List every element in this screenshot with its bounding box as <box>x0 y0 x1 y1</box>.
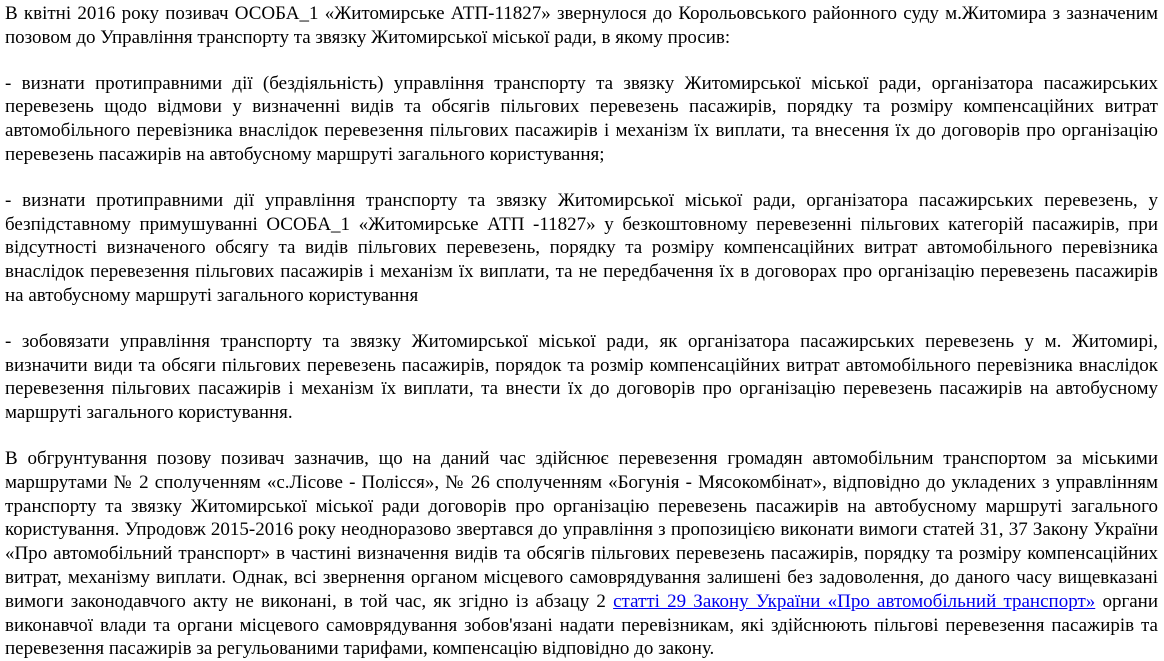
paragraph-grounds <box>5 447 1158 661</box>
grounds-text-after-link: органи виконавчої влади та органи місцевого самоврядування зобов'язані надати перевізникам, які здійснюють пільгові перевезення пасажирів та перевезення пасажирів за регульованими тарифами, компенсацію відповідно до закону. <box>5 590 1158 660</box>
paragraph-intro: В квітні 2016 року позивач ОСОБА_1 «Житомирське АТП-11827» звернулося до Корольовського районного суду м.Житомира з зазначеним позовом до Управління транспорту та звязку Житомирської міської ради, в якому просив: <box>5 3 1158 48</box>
document-body <box>5 2 1158 661</box>
paragraph-claim-2: - визнати протиправними дії управління транспорту та звязку Житомирської міської ради, організатора пасажирських перевезень, у безпідставному примушуванні ОСОБА_1 «Житомирське АТП -11827» у безкоштовному перевезенні пільгових категорій пасажирів, при відсутності визначеного обсягу та видів пільгових перевезень, порядку та розміру компенсаційних витрат автомобільного перевізника внаслідок перевезення пільгових пасажирів і механізм їх виплати, та не передбачення їх в договорах про організацію перевезень пасажирів на автобусному маршруті загального користування <box>5 189 1158 306</box>
paragraph-claim-3: - зобовязати управління транспорту та звязку Житомирської міської ради, як організатора пасажирських перевезень у м. Житомирі, визначити види та обсяги пільгових перевезень пасажирів, порядок та розмір компенсаційних витрат автомобільного перевізника внаслідок перевезення пільгових пасажирів і механізм їх виплати, та внести їх до договорів про організацію перевезень пасажирів на автобусному маршруті загального користування. <box>5 330 1158 424</box>
paragraph-claim-1: - визнати протиправними дії (бездіяльність) управління транспорту та звязку Житомирської міської ради, організатора пасажирських перевезень щодо відмови у визначенні видів та обсягів пільгових перевезень пасажирів, порядку та розміру компенсаційних витрат автомобільного перевізника внаслідок перевезення пільгових пасажирів і механізм їх виплати, та внесення їх до договорів про організацію перевезень пасажирів на автобусному маршруті загального користування; <box>5 72 1158 165</box>
grounds-text-before-link: В обгрунтування позову позивач зазначив, що на даний час здійснює перевезення громадян автомобільним транспортом за міськими маршрутами № 2 сполученням «с.Лісове - Полісся», № 26 сполученням «Богунія - Мясокомбінат», відповідно до укладених з управлінням транспорту та звязку Житомирської міської ради договорів про організацію перевезень пасажирів на автобусному маршруті загального користування. Упродовж 2015-2016 року неодноразово звертався до управління з пропозицією виконати вимоги статей 31, 37 Закону України «Про автомобільний транспорт» в частині визначення видів та обсягів пільгових перевезень пасажирів, порядку та розміру компенсаційних витрат, механізму виплати. Однак, всі звернення органом місцевого самоврядування залишені без задоволення, до даного часу вищевказані вимоги законодавчого акту не виконані, в той час, як згідно із абзацу 2 <box>5 447 1158 612</box>
law-article-link[interactable]: статті 29 Закону України «Про автомобільний транспорт» <box>613 590 1096 612</box>
